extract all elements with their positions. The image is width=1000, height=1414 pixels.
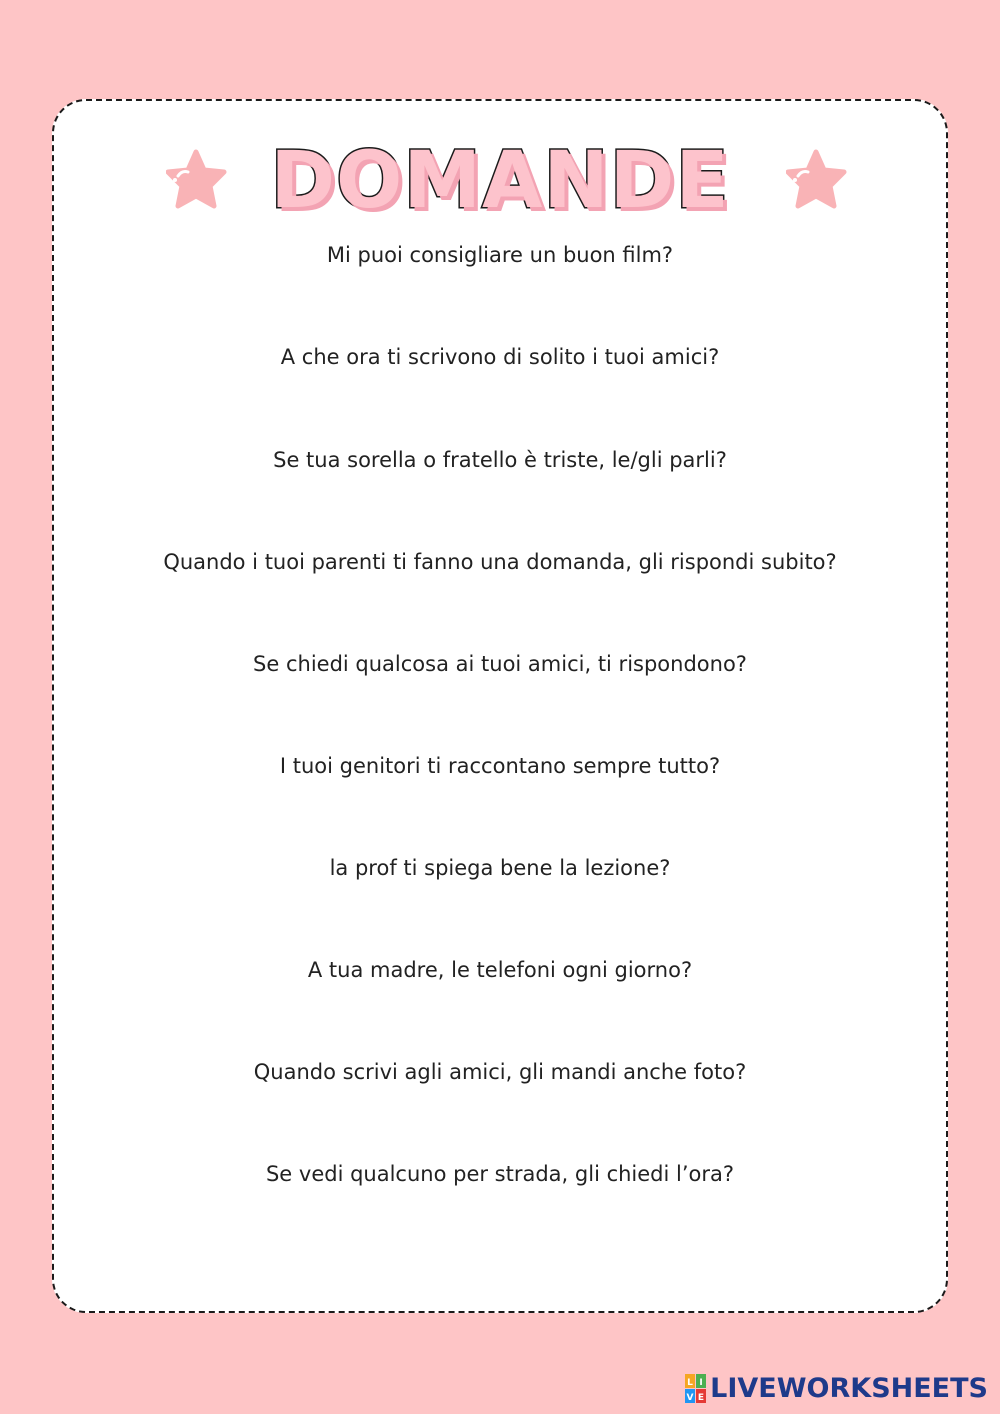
- question-item: Se vedi qualcuno per strada, gli chiedi l’ora?: [265, 1162, 735, 1186]
- question-item: Mi puoi consigliare un buon film?: [326, 243, 674, 267]
- brand-text: LIVEWORKSHEETS: [710, 1373, 988, 1404]
- liveworksheets-brand: [685, 1372, 988, 1406]
- question-item: I tuoi genitori ti raccontano sempre tutto?: [279, 754, 721, 778]
- svg-text:L: L: [687, 1378, 694, 1388]
- question-item: Quando scrivi agli amici, gli mandi anche foto?: [253, 1060, 747, 1084]
- svg-text:E: E: [698, 1393, 705, 1403]
- question-item: A che ora ti scrivono di solito i tuoi amici?: [280, 345, 720, 369]
- question-item: Se tua sorella o fratello è triste, le/gli parli?: [273, 448, 727, 472]
- svg-text:I: I: [699, 1378, 703, 1388]
- question-item: Quando i tuoi parenti ti fanno una domanda, gli rispondi subito?: [163, 550, 837, 574]
- page-title: DOMANDE: [270, 136, 730, 226]
- liveworksheets-logo-icon: [685, 1374, 707, 1404]
- question-item: Se chiedi qualcosa ai tuoi amici, ti rispondono?: [253, 652, 747, 676]
- svg-text:V: V: [686, 1393, 694, 1403]
- question-item: la prof ti spiega bene la lezione?: [329, 856, 671, 880]
- question-item: A tua madre, le telefoni ogni giorno?: [307, 958, 693, 982]
